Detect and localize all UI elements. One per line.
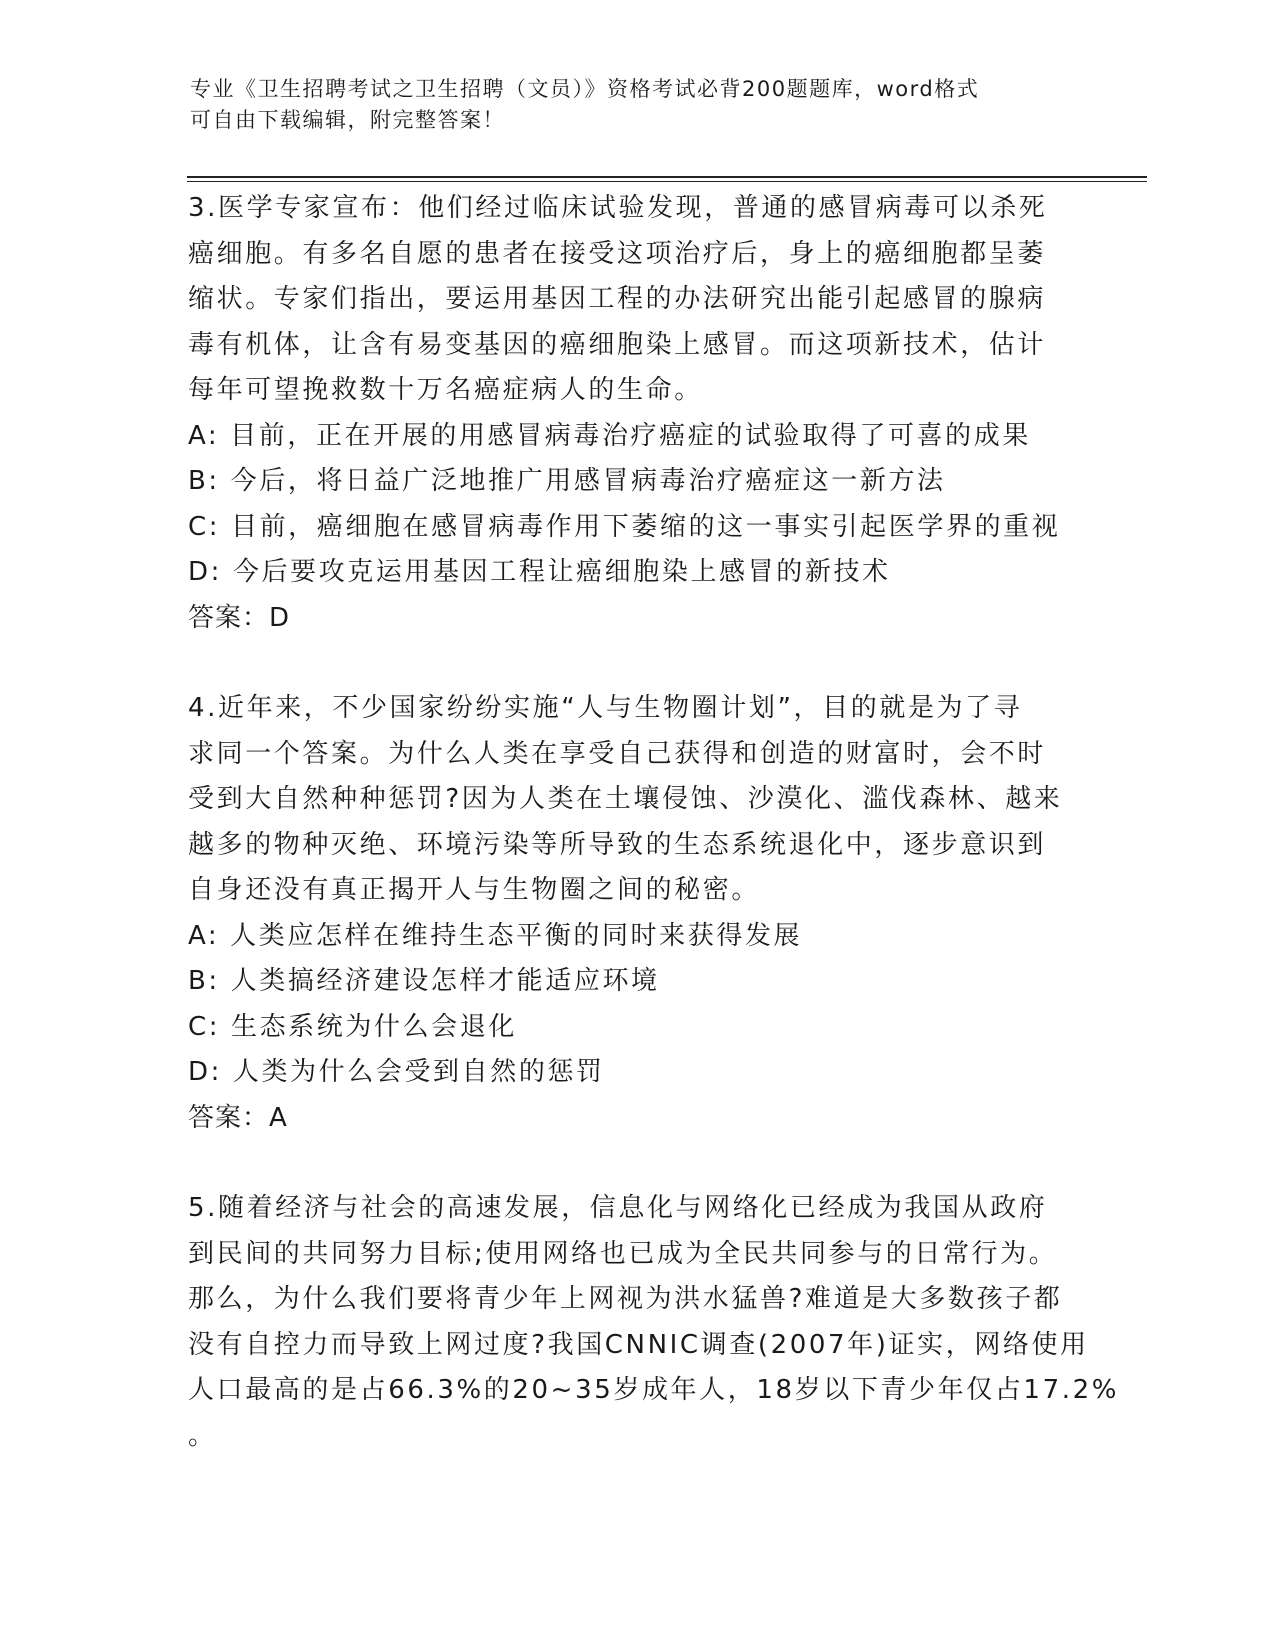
stem-line: 受到大自然种种惩罚?因为人类在土壤侵蚀、沙漠化、滥伐森林、越来 (188, 784, 1063, 814)
question-stem (188, 186, 1088, 414)
header-divider-thick (187, 176, 1147, 178)
stem-line: 自身还没有真正揭开人与生物圈之间的秘密。 (188, 875, 761, 905)
header-title-line-2: 可自由下载编辑，附完整答案！ (190, 108, 505, 132)
stem-line: 3.医学专家宣布：他们经过临床试验发现，普通的感冒病毒可以杀死 (188, 193, 1048, 223)
stem-line: 。 (188, 1420, 217, 1451)
question-stem (188, 686, 1088, 914)
option-c: C: 生态系统为什么会退化 (188, 1011, 517, 1042)
question-5 (188, 1186, 1120, 1459)
question-spacer (188, 641, 1088, 686)
stem-line: 缩状。专家们指出，要运用基因工程的办法研究出能引起感冒的腺病 (188, 284, 1047, 314)
answer-line: 答案：D (188, 602, 291, 633)
stem-line: 那么，为什么我们要将青少年上网视为洪水猛兽?难道是大多数孩子都 (188, 1284, 1063, 1314)
stem-line: 越多的物种灭绝、环境污染等所导致的生态系统退化中，逐步意识到 (188, 829, 1047, 860)
header-title-line-1: 专业《卫生招聘考试之卫生招聘（文员）》资格考试必背200题题库，word格式 (190, 77, 980, 101)
option-d: D: 人类为什么会受到自然的惩罚 (188, 1057, 605, 1087)
question-3 (188, 186, 1088, 641)
stem-line: 每年可望挽救数十万名癌症病人的生命。 (188, 375, 703, 405)
stem-line: 毒有机体，让含有易变基因的癌细胞染上感冒。而这项新技术，估计 (188, 329, 1047, 360)
document-header (190, 74, 1070, 136)
question-stem (188, 1186, 1120, 1459)
stem-line: 没有自控力而导致上网过度?我国CNNIC调查(2007年)证实，网络使用 (188, 1329, 1089, 1360)
stem-line: 癌细胞。有多名自愿的患者在接受这项治疗后，身上的癌细胞都呈萎 (188, 238, 1047, 269)
option-c: C: 目前，癌细胞在感冒病毒作用下萎缩的这一事实引起医学界的重视 (188, 511, 1061, 542)
stem-line: 人口最高的是占66.3%的20~35岁成年人，18岁以下青少年仅占17.2% (188, 1375, 1120, 1405)
stem-line: 5.随着经济与社会的高速发展，信息化与网络化已经成为我国从政府 (188, 1193, 1048, 1223)
option-a: A: 目前，正在开展的用感冒病毒治疗癌症的试验取得了可喜的成果 (188, 420, 1031, 451)
option-d: D: 今后要攻克运用基因工程让癌细胞染上感冒的新技术 (188, 557, 891, 587)
option-b: B: 人类搞经济建设怎样才能适应环境 (188, 966, 660, 996)
question-spacer (188, 1141, 1088, 1186)
header-divider-thin (187, 181, 1147, 182)
document-body (188, 186, 1120, 1459)
question-4 (188, 686, 1088, 1141)
stem-line: 求同一个答案。为什么人类在享受自己获得和创造的财富时，会不时 (188, 738, 1047, 769)
option-a: A: 人类应怎样在维持生态平衡的同时来获得发展 (188, 920, 803, 951)
stem-line: 4.近年来，不少国家纷纷实施“人与生物圈计划”，目的就是为了寻 (188, 693, 1023, 723)
answer-line: 答案：A (188, 1102, 288, 1133)
option-b: B: 今后，将日益广泛地推广用感冒病毒治疗癌症这一新方法 (188, 466, 946, 496)
stem-line: 到民间的共同努力目标;使用网络也已成为全民共同参与的日常行为。 (188, 1238, 1058, 1269)
